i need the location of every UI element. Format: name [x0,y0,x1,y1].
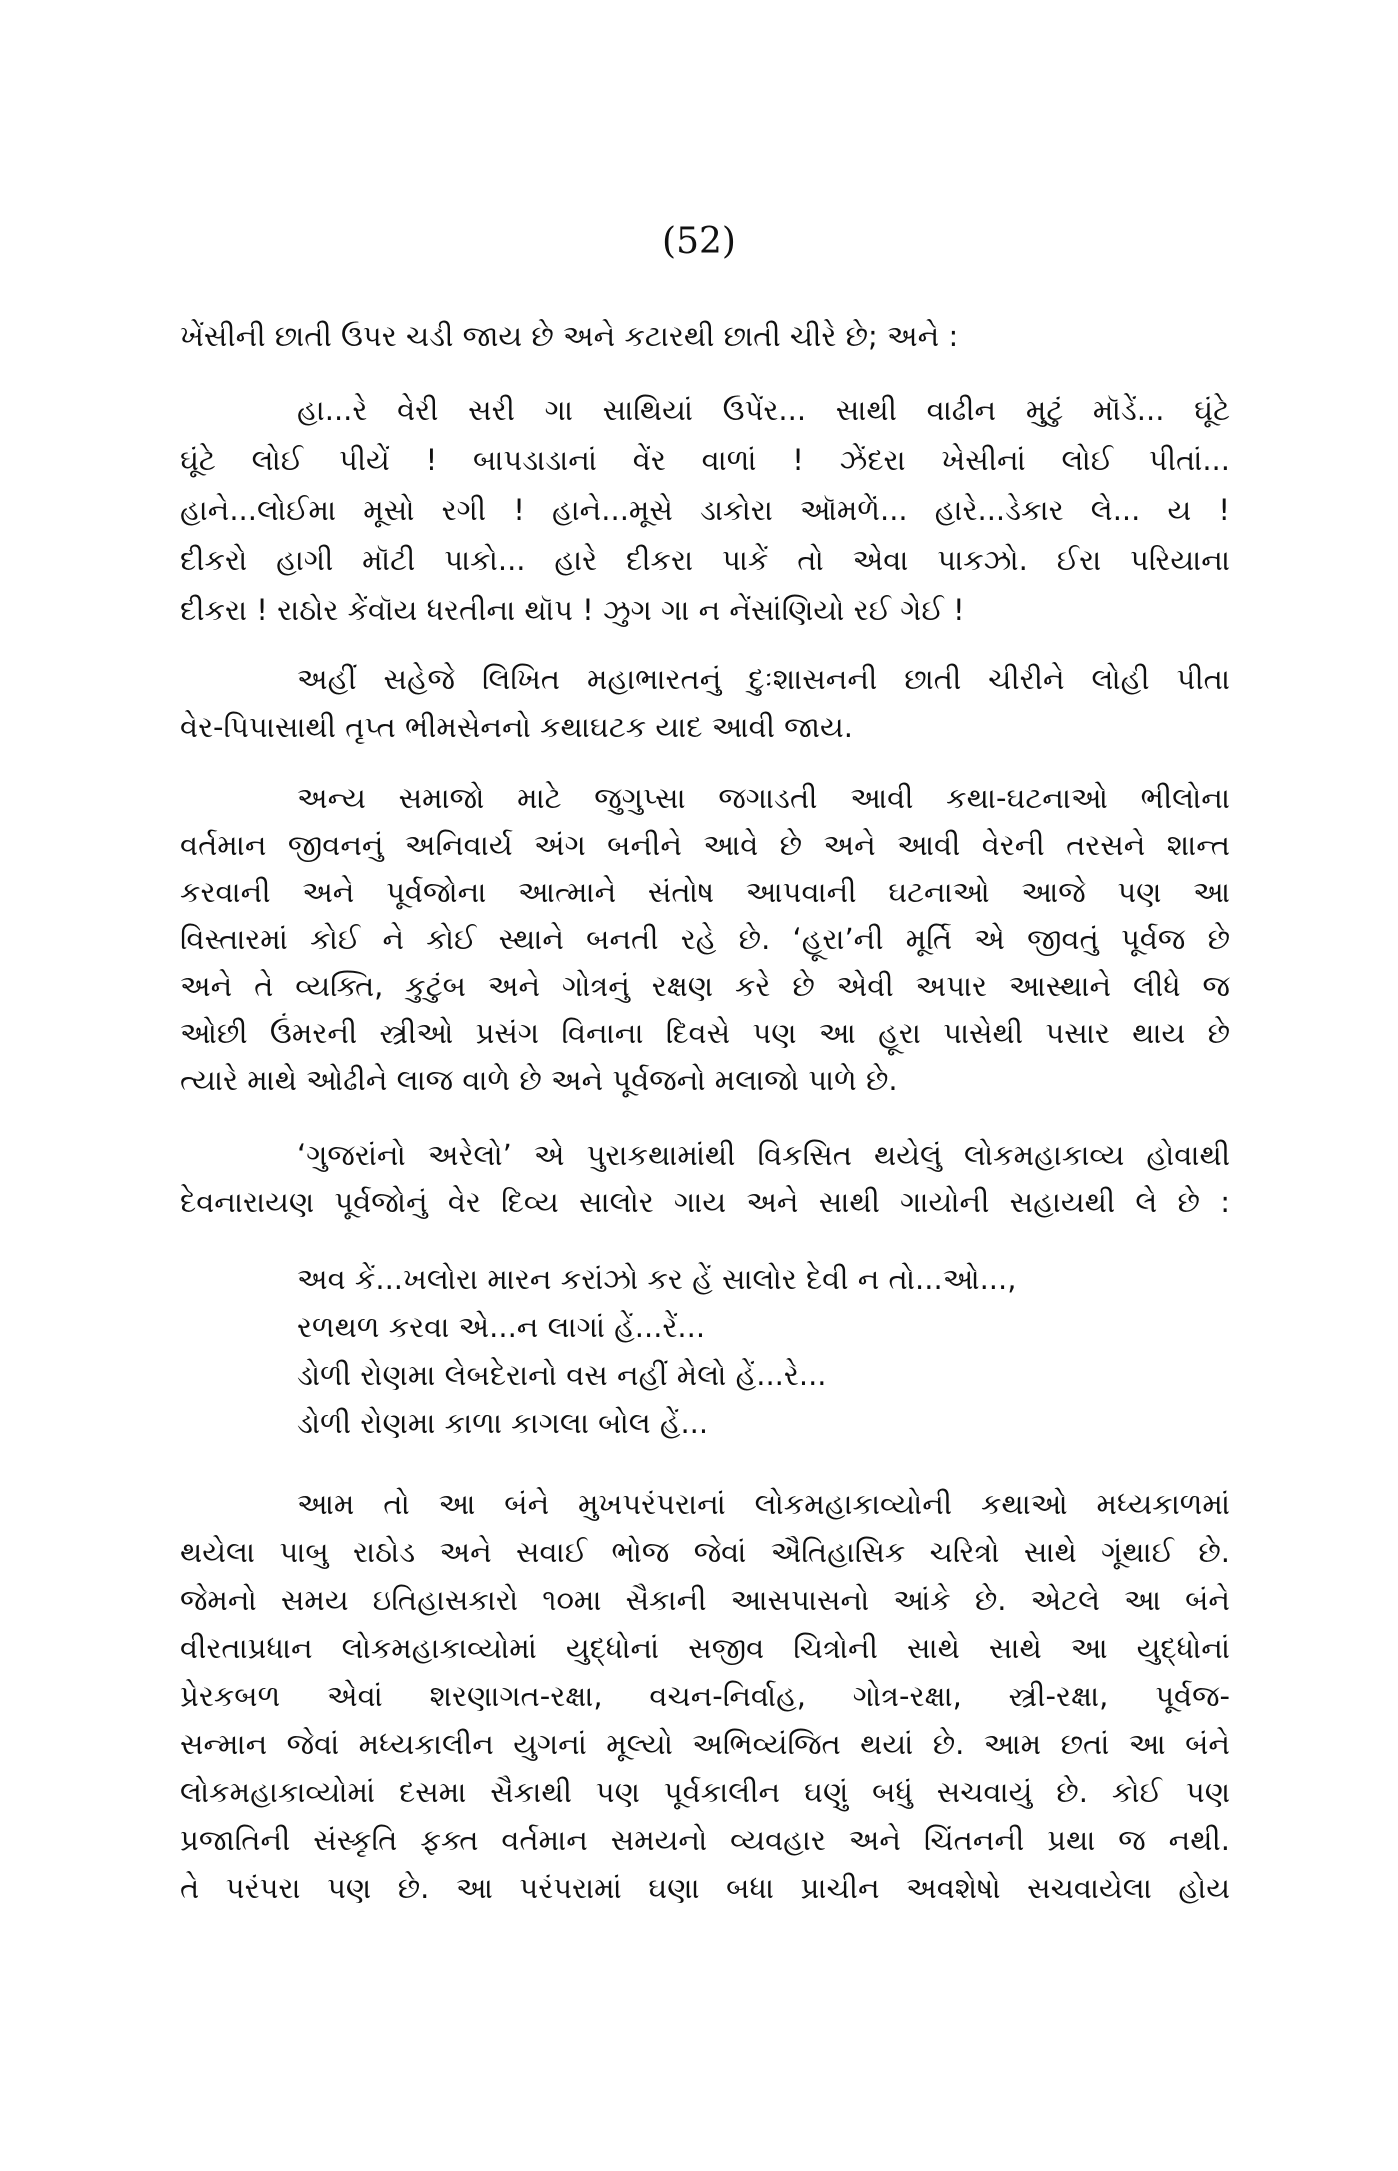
text-line: ઓછી ઉંમરની સ્ત્રીઓ પ્રસંગ વિનાના દિવસે પણ આ હૂરા પાસેથી પસાર થાય છે [180,1016,1230,1050]
text-line: થયેલા પાબુ રાઠોડ અને સવાઈ ભોજ જેવાં ઐતિહાસિક ચરિત્રો સાથે ગૂંથાઈ છે. [180,1535,1230,1569]
verse-line: ડોળી રોણમા લેબદેરાનો વસ નહીં મેલો હેં...રે... [297,1358,827,1392]
text-line: અને તે વ્યક્તિ, કુટુંબ અને ગોત્રનું રક્ષણ કરે છે એવી અપાર આસ્થાને લીધે જ [180,969,1230,1003]
verse-line: ડોળી રોણમા કાળા કાગલા બોલ હેં... [297,1406,709,1440]
paragraph-4 [180,1132,1230,1226]
text-line: વર્તમાન જીવનનું અનિવાર્ય અંગ બનીને આવે છે અને આવી વેરની તરસને શાન્ત [180,828,1230,862]
text-line: જેમનો સમય ઇતિહાસકારો ૧૦મા સૈકાની આસપાસનો આંકે છે. એટલે આ બંને [180,1583,1230,1617]
verse-block-1 [180,385,1230,435]
verse-line: ઘૂંટે લોઈ પીયેં ! બાપડાડાનાં વેંર વાળાં ! ઝેંદરા ખેસીનાં લોઈ પીતાં... [180,443,1230,477]
text-line: પ્રજાતિની સંસ્કૃતિ ફક્ત વર્તમાન સમયનો વ્યવહાર અને ચિંતનની પ્રથા જ નથી. [180,1823,1230,1857]
text-line: વીરતાપ્રધાન લોકમહાકાવ્યોમાં યુદ્ધોનાં સજીવ ચિત્રોની સાથે સાથે આ યુદ્ધોનાં [180,1631,1230,1665]
verse-line: હા...રે વેરી સરી ગા સાથિયાં ઉપેંર... સાથી વાઢીન મુટું મૉડેં... ઘૂંટે [297,393,1230,427]
intro-paragraph [180,313,1230,359]
verse-block-1-continued [180,435,1230,635]
text-line: ત્યારે માથે ઓઢીને લાજ વાળે છે અને પૂર્વજનો મલાજો પાળે છે. [180,1063,898,1097]
text-line: વિસ્તારમાં કોઈ ને કોઈ સ્થાને બનતી રહે છે. ‘હૂરા’ની મૂર્તિ એ જીવતું પૂર્વજ છે [180,922,1230,956]
verse-block-2 [180,1255,1230,1447]
paragraph-2 [180,655,1230,751]
text-line: ખેંસીની છાતી ઉપર ચડી જાય છે અને કટારથી છાતી ચીરે છે; અને : [180,319,959,353]
text-line: અહીં સહેજે લિખિત મહાભારતનું દુઃશાસનની છાતી ચીરીને લોહી પીતા [297,662,1230,696]
text-line: તે પરંપરા પણ છે. આ પરંપરામાં ઘણા બધા પ્રાચીન અવશેષો સચવાયેલા હોય [180,1871,1230,1905]
verse-line: દીકરો હાગી મૉટી પાકો... હારે દીકરા પાકેં તો એવા પાકઝો. ઈરા પરિયાના [180,543,1230,577]
paragraph-5 [180,1480,1230,1912]
text-line: કરવાની અને પૂર્વજોના આત્માને સંતોષ આપવાની ઘટનાઓ આજે પણ આ [180,875,1230,909]
text-line: સન્માન જેવાં મધ્યકાલીન યુગનાં મૂલ્યો અભિવ્યંજિત થયાં છે. આમ છતાં આ બંને [180,1727,1230,1761]
text-line: ‘ગુજરાંનો અરેલો’ એ પુરાકથામાંથી વિકસિત થયેલું લોકમહાકાવ્ય હોવાથી [297,1138,1230,1172]
verse-line: દીકરા ! રાઠોર કેંવૉય ધરતીના થૉપ ! ઝુગ ગા ન નેંસાંણિયો રઈ ગેઈ ! [180,593,965,627]
text-line: અન્ય સમાજો માટે જુગુપ્સા જગાડતી આવી કથા-ઘટનાઓ ભીલોના [297,781,1230,815]
verse-line: રળથળ કરવા એ...ન લાગાં હેં...રેં... [297,1310,706,1344]
text-line: લોકમહાકાવ્યોમાં દસમા સૈકાથી પણ પૂર્વકાલીન ઘણું બધું સચવાયું છે. કોઈ પણ [180,1775,1230,1809]
page-number: (52) [662,221,736,262]
text-line: પ્રેરકબળ એવાં શરણાગત-રક્ષા, વચન-નિર્વાહ, ગોત્ર-રક્ષા, સ્ત્રી-રક્ષા, પૂર્વજ- [180,1679,1230,1713]
text-line: દેવનારાયણ પૂર્વજોનું વેર દિવ્ય સાલોર ગાય અને સાથી ગાયોની સહાયથી લે છે : [180,1185,1230,1219]
paragraph-3 [180,775,1230,1104]
verse-line: અવ કેં...ખલોરા મારન કરાંઝો કર હેં સાલોર દેવી ન તો...ઓ..., [297,1262,1017,1296]
text-line: વેર-પિપાસાથી તૃપ્ત ભીમસેનનો કથાઘટક યાદ આવી જાય. [180,710,853,744]
text-line: આમ તો આ બંને મુખપરંપરાનાં લોકમહાકાવ્યોની કથાઓ મધ્યકાળમાં [297,1487,1230,1521]
verse-line: હાને...લોઈમા મૂસો રગી ! હાને...મૂસે ડાકોરા ઑમળેં... હારે...ડેકાર લે... ય ! [180,493,1230,527]
